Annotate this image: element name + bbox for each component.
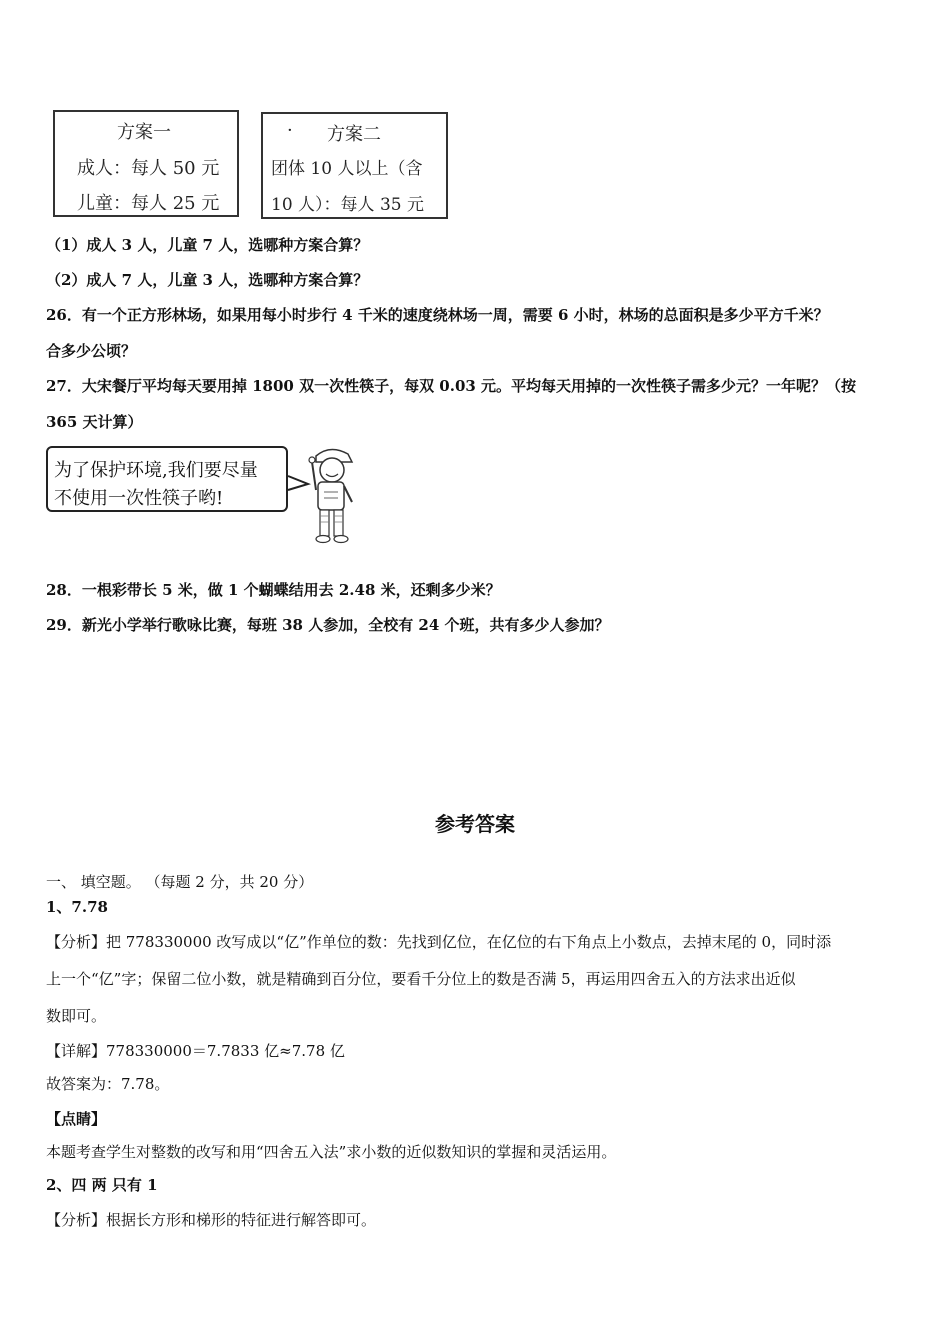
- speech-bubble: [46, 446, 288, 512]
- answer-1-analysis-3: 数即可。: [46, 1007, 107, 1025]
- plan-two-title: 方案二: [327, 124, 381, 145]
- plan-one-adult: 成人：每人 50 元: [77, 158, 220, 179]
- answer-1-analysis-1: 【分析】把 778330000 改写成以“亿”作单位的数：先找到亿位，在亿位的右下角点上小数点，去掉末尾的 0，同时添: [46, 933, 832, 951]
- question-25-1: （1）成人 3 人，儿童 7 人，选哪种方案合算？: [46, 236, 369, 254]
- answer-1-detail: 【详解】778330000＝7.7833 亿≈7.78 亿: [46, 1042, 345, 1060]
- plan-one-child: 儿童：每人 25 元: [77, 193, 220, 214]
- answer-1-head: 1、7.78: [46, 898, 108, 916]
- speech-line-1: 为了保护环境,我们要尽量: [54, 460, 258, 481]
- answer-1-analysis-2: 上一个“亿”字；保留二位小数，就是精确到百分位，要看千分位上的数是否满 5，再运用四舍五入的方法求出近似: [46, 970, 796, 988]
- question-29: 29．新光小学举行歌咏比赛，每班 38 人参加，全校有 24 个班，共有多少人参加？: [46, 616, 610, 634]
- question-27-line2: 365 天计算）: [46, 413, 143, 431]
- question-28: 28．一根彩带长 5 米，做 1 个蝴蝶结用去 2.48 米，还剩多少米？: [46, 581, 501, 599]
- answer-1-answer: 故答案为：7.78。: [46, 1075, 170, 1093]
- question-25-2: （2）成人 7 人，儿童 3 人，选哪种方案合算？: [46, 271, 369, 289]
- question-26-line1: 26．有一个正方形林场，如果用每小时步行 4 千米的速度绕林场一周，需要 6 小时，林场的总面积是多少平方千米？: [46, 306, 829, 324]
- plan-one-title: 方案一: [117, 122, 171, 143]
- answers-section-1: 一、 填空题。 （每题 2 分，共 20 分）: [46, 873, 314, 891]
- boy-illustration-icon: [286, 444, 362, 546]
- answers-title: 参考答案: [435, 812, 515, 836]
- plan-two-dot: ·: [287, 120, 293, 141]
- question-26-line2: 合多少公顷？: [46, 342, 137, 360]
- plan-two-group: 团体 10 人以上（含: [271, 159, 423, 179]
- plan-two-box: [261, 112, 448, 219]
- speech-line-2: 不使用一次性筷子哟!: [54, 488, 224, 509]
- answer-1-comment-label: 【点睛】: [46, 1110, 107, 1128]
- plan-one-box: [53, 110, 239, 217]
- answer-2-head: 2、四 两 只有 1: [46, 1176, 158, 1194]
- plan-two-price: 10 人）：每人 35 元: [271, 195, 424, 215]
- answer-1-comment: 本题考查学生对整数的改写和用“四舍五入法”求小数的近似数知识的掌握和灵活运用。: [46, 1143, 617, 1161]
- question-27-line1: 27．大宋餐厅平均每天要用掉 1800 双一次性筷子，每双 0.03 元。平均每天用掉的一次性筷子需多少元？一年呢？（按: [46, 377, 857, 395]
- answer-2-analysis: 【分析】根据长方形和梯形的特征进行解答即可。: [46, 1211, 377, 1229]
